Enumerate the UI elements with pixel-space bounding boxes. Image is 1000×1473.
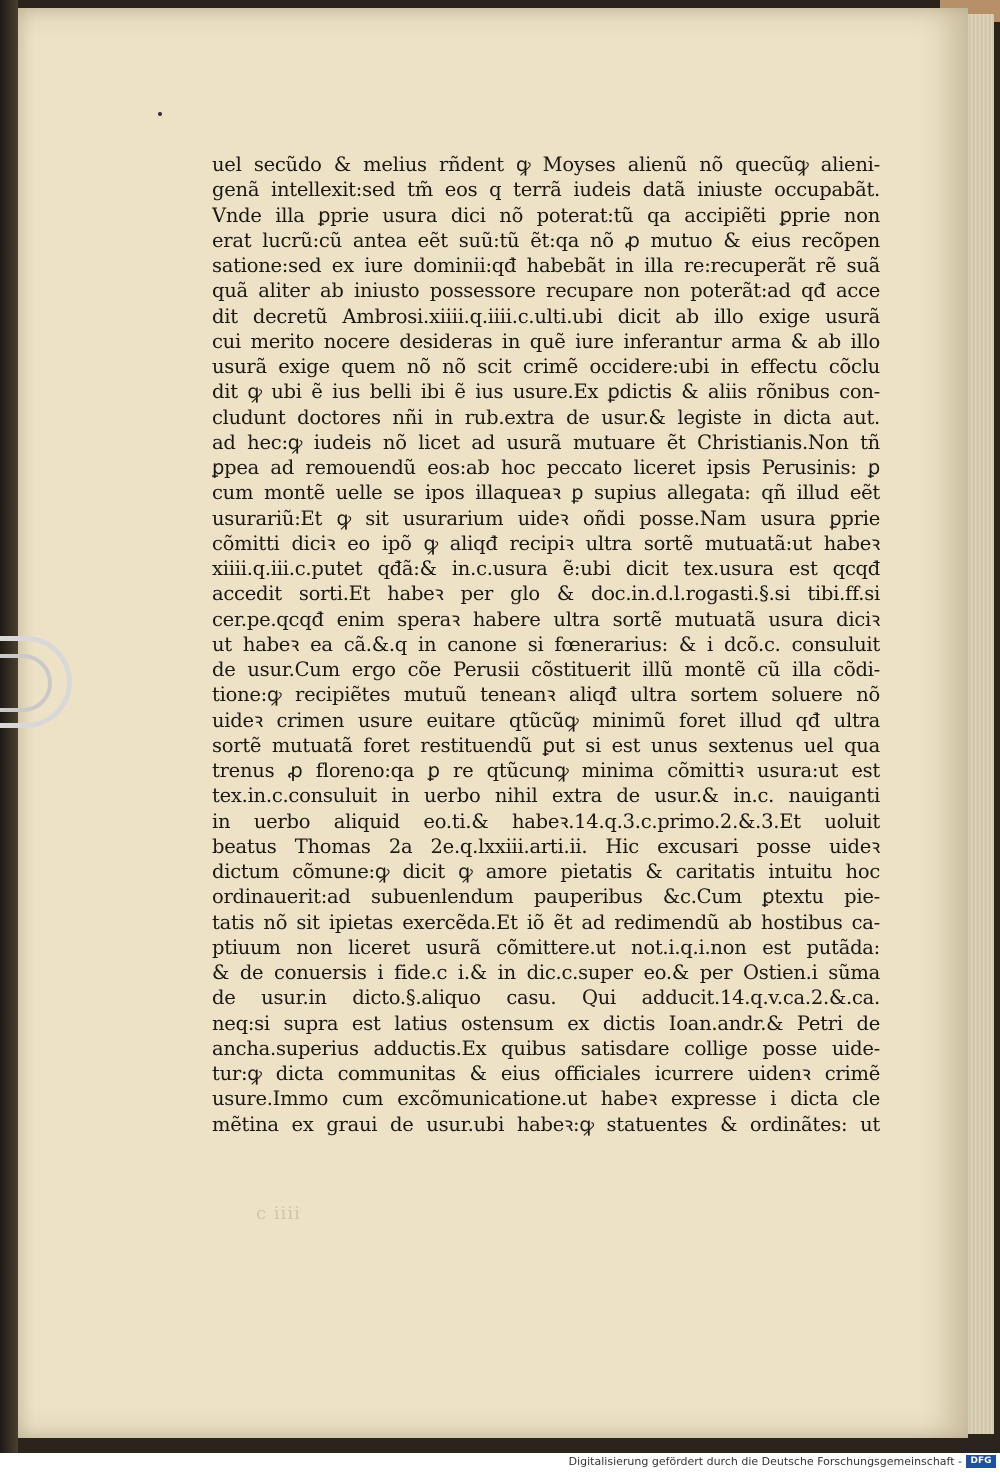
text-line: satione:sed ex iure dominii:qđ habebãt in illa re:recuperãt rẽ suã xyxy=(212,254,880,277)
ink-speck xyxy=(158,112,162,116)
dfg-logo: DFG xyxy=(966,1455,996,1468)
text-line: dictum cõmune:ꝙ dicit ꝙ amore pietatis & caritatis intuitu hoc xyxy=(212,860,880,883)
text-line: tur:ꝙ dicta communitas & eius officiales icurrere uidenꝛ crimẽ xyxy=(212,1062,880,1085)
text-line: ancha.superius adductis.Ex quibus satisdare collige posse uide- xyxy=(212,1036,880,1060)
text-line: usurariũ:Et ꝙ sit usurarium uideꝛ oñdi posse.Nam usura ꝑprie xyxy=(212,506,880,530)
text-line: tex.in.c.consuluit in uerbo nihil extra de usur.& in.c. nauiganti xyxy=(212,784,880,808)
text-line: cõmitti diciꝛ eo ipõ ꝙ aliqđ recipiꝛ ultra sortẽ mutuatã:ut habeꝛ xyxy=(212,531,880,555)
text-line: usure.Immo cum excõmunicatione.ut habeꝛ expresse i dicta cle xyxy=(212,1087,880,1111)
text-line: in uerbo aliquid eo.ti.& habeꝛ.14.q.3.c.primo.2.&.3.Et uoluit xyxy=(212,809,880,833)
text-line: quã aliter ab iniusto possessore recupare non poterãt:ad qđ acce xyxy=(212,279,880,303)
text-line: ut habeꝛ ea cã.&.q in canone si fœnerarius: & i dcõ.c. consuluit xyxy=(212,632,880,656)
footer-credit: Digitalisierung gefördert durch die Deutsche Forschungsgemeinschaft - xyxy=(568,1455,962,1468)
text-line: uideꝛ crimen usure euitare qtũcũꝙ minimũ foret illud qđ ultra xyxy=(212,708,880,732)
text-line: ad hec:ꝙ iudeis nõ licet ad usurã mutuare ẽt Christianis.Non tñ xyxy=(212,430,880,454)
text-line: cer.pe.qcqđ enim speraꝛ habere ultra sortẽ mutuatã usura diciꝛ xyxy=(212,607,880,631)
text-line: accedit sorti.Et habeꝛ per glo & doc.in.d.l.rogasti.§.si tibi.ff.si xyxy=(212,582,880,606)
text-line: dit ꝙ ubi ẽ ius belli ibi ẽ ius usure.Ex ꝑdictis & aliis rõnibus con- xyxy=(212,380,880,404)
text-line: mẽtina ex graui de usur.ubi habeꝛ:ꝙ statuentes & ordinãtes: ut xyxy=(212,1112,880,1136)
text-line: neq:si supra est latius ostensum ex dictis Ioan.andr.& Petri de xyxy=(212,1011,880,1035)
text-line: trenus ꝓ floreno:qa ꝑ re qtũcunꝙ minima cõmittiꝛ usura:ut est xyxy=(212,759,880,782)
text-line: Vnde illa ꝑprie usura dici nõ poterat:tũ qa accipiẽti ꝑprie non xyxy=(212,203,880,227)
text-line: de usur.in dicto.§.aliquo casu. Qui adducit.14.q.v.ca.2.&.ca. xyxy=(212,986,880,1010)
text-line: tione:ꝙ recipiẽtes mutuũ teneanꝛ aliqđ ultra sortem soluere nõ xyxy=(212,683,880,707)
text-line: cum montẽ uelle se ipos illaqueaꝛ ꝑ supius allegata: qñ illud eẽt xyxy=(212,481,880,505)
signature-mark: c iiii xyxy=(256,1203,301,1224)
text-line: ordinauerit:ad subuenlendum pauperibus &c.Cum ꝑtextu pie- xyxy=(212,885,880,909)
page-edges xyxy=(968,14,994,1434)
text-line: & de conuersis i fide.c i.& in dic.c.super eo.& per Ostien.i sũma xyxy=(212,961,880,984)
text-line: uel secũdo & melius rñdent ꝙ Moyses alienũ nõ quecũꝙ alieni- xyxy=(212,153,880,176)
text-line: beatus Thomas 2a 2e.q.lxxiii.arti.ii. Hic excusari posse uideꝛ xyxy=(212,834,880,858)
text-line: genã intellexit:sed tm̃ eos q terrã iudeis datã iniuste occupabãt. xyxy=(212,178,880,202)
text-line: cui merito nocere desideras in quẽ iure inferantur arma & ab illo xyxy=(212,329,880,353)
text-line: ꝑpea ad remouendũ eos:ab hoc peccato liceret ipsis Perusinis: ꝑ xyxy=(212,456,880,479)
text-line: cludunt doctores nñi in rub.extra de usur.& legiste in dicta aut. xyxy=(212,405,880,429)
text-line: ptiuum non liceret usurã cõmittere.ut not.i.q.i.non est putãda: xyxy=(212,935,880,959)
text-line: sortẽ mutuatã foret restituendũ ꝑut si est unus sextenus uel qua xyxy=(212,733,880,757)
text-line: dit decretũ Ambrosi.xiiii.q.iiii.c.ulti.ubi dicit ab illo exige usurã xyxy=(212,304,880,328)
printed-text-block xyxy=(212,152,880,1137)
text-line: xiiii.q.iii.c.putet qđã:& in.c.usura ẽ:ubi dicit tex.usura est qcqđ xyxy=(212,557,880,580)
text-line: tatis nõ sit ipietas exercẽda.Et iõ ẽt ad redimendũ ab hostibus ca- xyxy=(212,910,880,934)
text-line: usurã exige quem nõ nõ scit crimẽ occidere:ubi in effectu cõclu xyxy=(212,355,880,378)
text-line: de usur.Cum ergo cõe Perusii cõstituerit illũ montẽ cũ illa cõdi- xyxy=(212,658,880,681)
text-line: erat lucrũ:cũ antea eẽt suũ:tũ ẽt:qa nõ ꝓ mutuo & eius recõpen xyxy=(212,228,880,252)
